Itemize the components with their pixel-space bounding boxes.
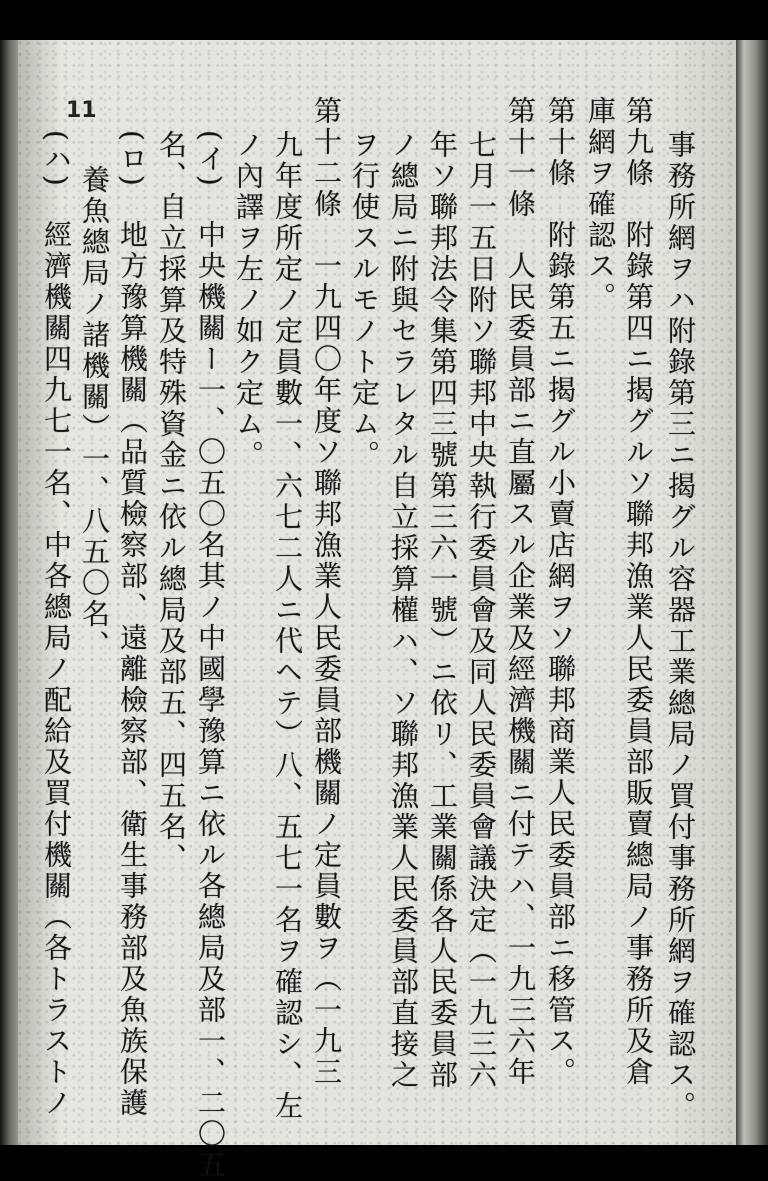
text-column: ヲ行使スルモノト定ム。 <box>348 130 381 471</box>
text-column: 年ソ聯邦法令集第四三號第三六一號）ニ依リ、工業關係各人民委員部 <box>426 130 459 1091</box>
page-number: 11 <box>66 98 97 123</box>
text-column: 庫網ヲ確認ス。 <box>584 96 617 313</box>
text-column: (イ) 中央機關ー一、〇五〇名其ノ中國學豫算ニ依ル各總局及部一、二〇五 <box>194 130 227 1181</box>
text-column: (ロ) 地方豫算機關（品質檢察部、遠離檢察部、衛生事務部及魚族保護 <box>116 130 149 1119</box>
text-column: 第十條 附錄第五ニ揭グル小賣店網ヲソ聯邦商業人民委員部ニ移管ス。 <box>544 96 577 1088</box>
text-column: ノ總局ニ附與セラレタル自立採算權ハ、ソ聯邦漁業人民委員部直接之 <box>387 130 420 1091</box>
text-column: 第九條 附錄第四ニ揭グルソ聯邦漁業人民委員部販賣總局ノ事務所及倉 <box>622 96 655 1088</box>
text-column: 七月一五日附ソ聯邦中央執行委員會及同人民委員會議決定（一九三六 <box>465 130 498 1091</box>
text-column: 九年度所定ノ定員數一、六七二人ニ代ヘテ）八、五七一名ヲ確認シ、左 <box>271 130 304 1122</box>
text-column: ノ內譯ヲ左ノ如ク定ム。 <box>232 130 265 471</box>
text-column: 養魚總局ノ諸機關）一、八五〇名、 <box>78 165 111 661</box>
text-column: 事務所網ヲハ附錄第三ニ揭グル容器工業總局ノ買付事務所網ヲ確認ス。 <box>664 130 697 1122</box>
document-page <box>18 40 736 1181</box>
book-spine <box>736 40 768 1145</box>
text-column: (ハ) 經濟機關四九七一名、中各總局ノ配給及買付機關（各トラストノ <box>40 130 73 1119</box>
text-column: 名、自立採算及特殊資金ニ依ル總局及部五、四五名、 <box>155 130 188 874</box>
text-column: 第十一條 人民委員部ニ直屬スル企業及經濟機關ニ付テハ、一九三六年 <box>504 96 537 1088</box>
text-column: 第十二條 一九四〇年度ソ聯邦漁業人民委員部機關ノ定員數ヲ（一九三 <box>310 96 343 1088</box>
